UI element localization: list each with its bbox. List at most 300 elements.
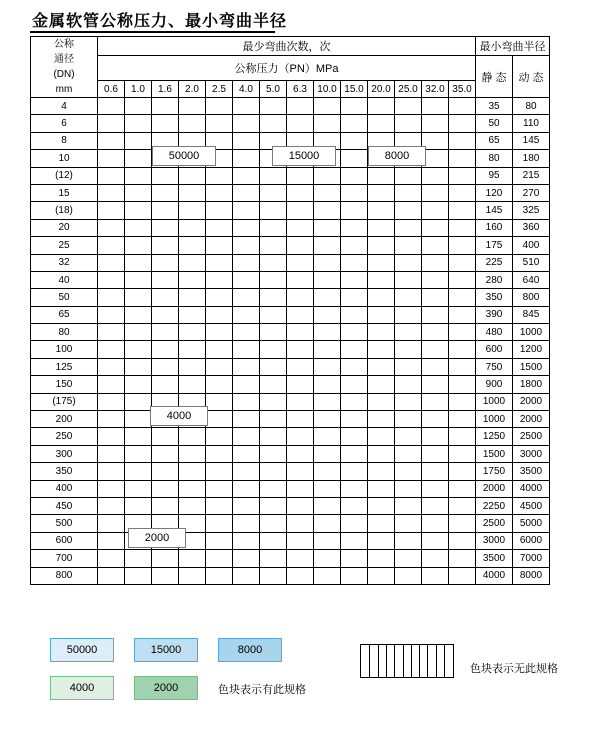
pressure-cell	[341, 358, 368, 375]
radius-dynamic-value: 640	[513, 271, 550, 288]
pressure-cell	[260, 184, 287, 201]
pressure-cell	[125, 167, 152, 184]
grid-callout: 8000	[368, 146, 426, 166]
pressure-cell	[341, 271, 368, 288]
pressure-cell	[314, 532, 341, 549]
pressure-cell	[125, 428, 152, 445]
pressure-cell	[368, 254, 395, 271]
radius-static-value: 2000	[476, 480, 513, 497]
pressure-cell	[125, 115, 152, 132]
pressure-cell	[233, 150, 260, 167]
dn-value: 500	[31, 515, 98, 532]
pressure-cell	[152, 497, 179, 514]
pressure-cell	[125, 98, 152, 115]
pressure-cell	[449, 202, 476, 219]
pressure-cell	[233, 497, 260, 514]
dn-header-line-2: 通径	[54, 54, 74, 65]
dn-value: 800	[31, 567, 98, 584]
pressure-cell	[98, 445, 125, 462]
table-row	[31, 98, 550, 115]
pressure-cell	[341, 376, 368, 393]
pressure-cell	[449, 445, 476, 462]
pressure-cell	[233, 306, 260, 323]
title-underline	[30, 31, 275, 33]
pressure-cell	[233, 98, 260, 115]
radius-static-value: 600	[476, 341, 513, 358]
pressure-cell	[260, 567, 287, 584]
pressure-cell	[287, 184, 314, 201]
dn-value: 125	[31, 358, 98, 375]
pressure-cell	[395, 167, 422, 184]
grid-callout: 50000	[152, 146, 216, 166]
pressure-cell	[422, 358, 449, 375]
radius-dynamic-value: 325	[513, 202, 550, 219]
pressure-cell	[206, 515, 233, 532]
pressure-cell	[98, 98, 125, 115]
pressure-cell	[125, 219, 152, 236]
pressure-cell	[341, 515, 368, 532]
pressure-cell	[314, 411, 341, 428]
dn-value: 25	[31, 237, 98, 254]
dn-value: 350	[31, 463, 98, 480]
pressure-cell	[314, 515, 341, 532]
pressure-cell	[449, 271, 476, 288]
pressure-col-header: 2.5	[206, 81, 233, 98]
dn-value: 200	[31, 411, 98, 428]
pressure-cell	[422, 184, 449, 201]
pressure-cell	[395, 254, 422, 271]
radius-static-value: 145	[476, 202, 513, 219]
pressure-cell	[125, 184, 152, 201]
pressure-cell	[206, 324, 233, 341]
pressure-cell	[233, 271, 260, 288]
pressure-cell	[422, 254, 449, 271]
radius-dynamic-value: 1200	[513, 341, 550, 358]
dn-value: 400	[31, 480, 98, 497]
pressure-cell	[314, 271, 341, 288]
dn-value: 600	[31, 532, 98, 549]
dn-value: 10	[31, 150, 98, 167]
pressure-cell	[341, 167, 368, 184]
pressure-cell	[179, 167, 206, 184]
pressure-cell	[125, 550, 152, 567]
pressure-cell	[152, 271, 179, 288]
pressure-cell	[260, 306, 287, 323]
pressure-col-header: 2.0	[179, 81, 206, 98]
pressure-cell	[395, 202, 422, 219]
pressure-cell	[179, 567, 206, 584]
pressure-cell	[260, 341, 287, 358]
pressure-col-header: 1.0	[125, 81, 152, 98]
pressure-cell	[341, 497, 368, 514]
radius-static-value: 95	[476, 167, 513, 184]
pressure-cell	[287, 202, 314, 219]
pressure-cell	[341, 237, 368, 254]
pressure-cell	[206, 289, 233, 306]
pressure-cell	[152, 358, 179, 375]
pressure-cell	[233, 393, 260, 410]
pressure-cell	[341, 324, 368, 341]
pressure-cell	[422, 219, 449, 236]
dn-header-line-4: mm	[55, 84, 73, 95]
pressure-cell	[314, 219, 341, 236]
pressure-cell	[341, 254, 368, 271]
pressure-cell	[206, 497, 233, 514]
pressure-cell	[341, 289, 368, 306]
pressure-cell	[260, 532, 287, 549]
pressure-cell	[341, 445, 368, 462]
pressure-cell	[314, 341, 341, 358]
pressure-cell	[314, 202, 341, 219]
pressure-cell	[179, 184, 206, 201]
pressure-col-header: 1.6	[152, 81, 179, 98]
pressure-cell	[179, 324, 206, 341]
pressure-cell	[449, 376, 476, 393]
radius-static-value: 1000	[476, 411, 513, 428]
radius-dynamic-value: 845	[513, 306, 550, 323]
pressure-cell	[152, 550, 179, 567]
pressure-cell	[314, 254, 341, 271]
pressure-cell	[422, 306, 449, 323]
pressure-cell	[233, 463, 260, 480]
radius-dynamic-value: 270	[513, 184, 550, 201]
pressure-cell	[233, 341, 260, 358]
radius-dynamic-value: 3500	[513, 463, 550, 480]
pressure-cell	[395, 393, 422, 410]
pressure-cell	[422, 324, 449, 341]
pressure-cell	[422, 550, 449, 567]
pressure-cell	[314, 167, 341, 184]
pressure-cell	[152, 428, 179, 445]
radius-dynamic-value: 8000	[513, 567, 550, 584]
pressure-cell	[368, 497, 395, 514]
pressure-cell	[206, 237, 233, 254]
pressure-cell	[179, 480, 206, 497]
radius-static-value: 3000	[476, 532, 513, 549]
pressure-cell	[98, 393, 125, 410]
pressure-cell	[341, 115, 368, 132]
pressure-cell	[287, 532, 314, 549]
pressure-cell	[98, 550, 125, 567]
pressure-cell	[206, 202, 233, 219]
pressure-cell	[233, 358, 260, 375]
pressure-cell	[260, 167, 287, 184]
pressure-cell	[260, 411, 287, 428]
pressure-cell	[233, 567, 260, 584]
pressure-cell	[179, 445, 206, 462]
pressure-cell	[422, 567, 449, 584]
table-row	[31, 550, 550, 567]
pressure-cell	[206, 115, 233, 132]
pressure-cell	[98, 289, 125, 306]
dn-value: 6	[31, 115, 98, 132]
table-row	[31, 393, 550, 410]
pressure-cell	[449, 184, 476, 201]
pressure-cell	[179, 306, 206, 323]
pressure-cell	[206, 98, 233, 115]
pressure-cell	[449, 358, 476, 375]
pressure-cell	[368, 306, 395, 323]
pressure-cell	[206, 254, 233, 271]
pressure-cell	[125, 497, 152, 514]
pressure-cell	[368, 324, 395, 341]
dn-value: 4	[31, 98, 98, 115]
pressure-cell	[422, 167, 449, 184]
radius-static-value: 390	[476, 306, 513, 323]
pressure-cell	[206, 411, 233, 428]
dn-value: (18)	[31, 202, 98, 219]
pressure-cell	[206, 428, 233, 445]
pressure-cell	[287, 480, 314, 497]
pressure-cell	[287, 115, 314, 132]
pressure-cell	[368, 515, 395, 532]
pressure-cell	[341, 428, 368, 445]
radius-dynamic-value: 3000	[513, 445, 550, 462]
table-head	[31, 37, 550, 98]
pressure-cell	[287, 219, 314, 236]
dn-value: 250	[31, 428, 98, 445]
pressure-cell	[206, 306, 233, 323]
pressure-cell	[395, 358, 422, 375]
dn-value: 300	[31, 445, 98, 462]
pressure-cell	[341, 393, 368, 410]
table-row	[31, 306, 550, 323]
pressure-cell	[260, 393, 287, 410]
pressure-cell	[233, 289, 260, 306]
pressure-cell	[449, 532, 476, 549]
table-row	[31, 463, 550, 480]
table-row	[31, 358, 550, 375]
pressure-cell	[179, 358, 206, 375]
pressure-cell	[422, 376, 449, 393]
pressure-cell	[449, 567, 476, 584]
pressure-cell	[125, 393, 152, 410]
pressure-cell	[206, 445, 233, 462]
radius-static-value: 35	[476, 98, 513, 115]
table-row	[31, 254, 550, 271]
radius-dynamic-value: 215	[513, 167, 550, 184]
pressure-cell	[260, 237, 287, 254]
pressure-cell	[395, 115, 422, 132]
pressure-cell	[314, 463, 341, 480]
pressure-cell	[233, 411, 260, 428]
pressure-cell	[449, 463, 476, 480]
pressure-cell	[206, 463, 233, 480]
pressure-cell	[98, 497, 125, 514]
pressure-cell	[368, 219, 395, 236]
pressure-cell	[287, 567, 314, 584]
dn-value: 700	[31, 550, 98, 567]
legend-item-4000: 4000	[50, 676, 114, 700]
pressure-cell	[422, 115, 449, 132]
pressure-cell	[125, 445, 152, 462]
pressure-cell	[368, 358, 395, 375]
pressure-cell	[179, 463, 206, 480]
pressure-cell	[206, 358, 233, 375]
pressure-cell	[314, 98, 341, 115]
radius-dynamic-value: 4000	[513, 480, 550, 497]
pressure-cell	[395, 411, 422, 428]
pressure-cell	[179, 202, 206, 219]
pressure-cell	[125, 463, 152, 480]
pressure-cell	[395, 341, 422, 358]
pressure-cell	[287, 515, 314, 532]
pressure-cell	[125, 567, 152, 584]
pressure-cell	[287, 341, 314, 358]
pressure-cell	[206, 393, 233, 410]
radius-dynamic-value: 7000	[513, 550, 550, 567]
pressure-cell	[368, 463, 395, 480]
pressure-cell	[125, 289, 152, 306]
legend-item-50000: 50000	[50, 638, 114, 662]
pressure-cell	[260, 98, 287, 115]
table-row	[31, 324, 550, 341]
pressure-cell	[260, 254, 287, 271]
pressure-cell	[152, 567, 179, 584]
radius-static-value: 900	[476, 376, 513, 393]
pressure-cell	[233, 324, 260, 341]
table-row	[31, 237, 550, 254]
pressure-cell	[314, 184, 341, 201]
pressure-cell	[422, 445, 449, 462]
pressure-cell	[449, 550, 476, 567]
pressure-cell	[449, 289, 476, 306]
pressure-cell	[179, 254, 206, 271]
table-row	[31, 341, 550, 358]
dn-value: 450	[31, 497, 98, 514]
pressure-cell	[449, 515, 476, 532]
pressure-cell	[449, 237, 476, 254]
dn-header-line-1: 公称	[54, 39, 74, 50]
dn-header-line-3: (DN)	[53, 69, 75, 80]
pressure-cell	[98, 480, 125, 497]
dn-value: 32	[31, 254, 98, 271]
pressure-cell	[368, 202, 395, 219]
table-row	[31, 497, 550, 514]
pressure-cell	[152, 306, 179, 323]
pressure-cell	[287, 376, 314, 393]
pressure-cell	[395, 463, 422, 480]
pressure-cell	[287, 411, 314, 428]
radius-dynamic-value: 5000	[513, 515, 550, 532]
pressure-cell	[260, 289, 287, 306]
pressure-cell	[395, 376, 422, 393]
pressure-cell	[98, 358, 125, 375]
pressure-cell	[314, 428, 341, 445]
pressure-cell	[368, 98, 395, 115]
dn-value: 40	[31, 271, 98, 288]
pressure-cell	[287, 289, 314, 306]
pressure-cell	[260, 515, 287, 532]
pressure-cell	[125, 150, 152, 167]
pressure-cell	[260, 497, 287, 514]
table-row	[31, 532, 550, 549]
pressure-cell	[98, 532, 125, 549]
pressure-cell	[341, 532, 368, 549]
pressure-cell	[314, 550, 341, 567]
pressure-cell	[314, 358, 341, 375]
table-row	[31, 219, 550, 236]
radius-static-value: 120	[476, 184, 513, 201]
pressure-cell	[368, 237, 395, 254]
radius-dynamic-value: 6000	[513, 532, 550, 549]
pressure-cell	[422, 480, 449, 497]
pressure-cell	[260, 324, 287, 341]
pressure-cell	[449, 411, 476, 428]
pressure-cell	[206, 341, 233, 358]
pressure-cell	[368, 289, 395, 306]
pressure-cell	[260, 480, 287, 497]
pressure-cell	[233, 480, 260, 497]
pressure-cell	[314, 324, 341, 341]
pressure-cell	[152, 445, 179, 462]
radius-dynamic-value: 1500	[513, 358, 550, 375]
pressure-cell	[233, 115, 260, 132]
radius-static-value: 4000	[476, 567, 513, 584]
legend	[30, 634, 570, 714]
radius-static-value: 2500	[476, 515, 513, 532]
pressure-cell	[341, 219, 368, 236]
pressure-cell	[98, 324, 125, 341]
pressure-cell	[233, 376, 260, 393]
dn-value: 150	[31, 376, 98, 393]
pressure-cell	[368, 167, 395, 184]
radius-dynamic-value: 360	[513, 219, 550, 236]
pressure-cell	[449, 306, 476, 323]
pressure-cell	[395, 497, 422, 514]
radius-dynamic-value: 800	[513, 289, 550, 306]
pressure-cell	[152, 341, 179, 358]
pressure-cell	[287, 445, 314, 462]
pressure-cell	[314, 567, 341, 584]
pressure-cell	[395, 219, 422, 236]
table-body	[31, 98, 550, 585]
pressure-cell	[368, 567, 395, 584]
table-head-row-2	[31, 56, 550, 81]
pressure-cell	[287, 358, 314, 375]
dn-value: 80	[31, 324, 98, 341]
page-title: 金属软管公称压力、最小弯曲半径	[32, 11, 288, 30]
pressure-cell	[422, 497, 449, 514]
table-row	[31, 184, 550, 201]
radius-dynamic-value: 80	[513, 98, 550, 115]
pressure-col-header: 32.0	[422, 81, 449, 98]
pressure-cell	[287, 98, 314, 115]
table-row	[31, 411, 550, 428]
dn-value: 20	[31, 219, 98, 236]
pressure-cell	[449, 132, 476, 149]
pressure-cell	[98, 237, 125, 254]
spec-table	[30, 36, 550, 585]
radius-static-value: 750	[476, 358, 513, 375]
pressure-cell	[98, 167, 125, 184]
radius-dynamic-value: 510	[513, 254, 550, 271]
pressure-cell	[98, 463, 125, 480]
pressure-cell	[98, 150, 125, 167]
pressure-cell	[179, 550, 206, 567]
pressure-cell	[287, 167, 314, 184]
radius-static-value: 225	[476, 254, 513, 271]
pressure-cell	[341, 202, 368, 219]
pressure-cell	[395, 567, 422, 584]
pressure-cell	[395, 98, 422, 115]
pressure-cell	[179, 271, 206, 288]
pressure-cell	[449, 150, 476, 167]
pressure-cell	[233, 532, 260, 549]
pressure-cell	[395, 289, 422, 306]
pressure-col-header: 0.6	[98, 81, 125, 98]
radius-dynamic-value: 145	[513, 132, 550, 149]
